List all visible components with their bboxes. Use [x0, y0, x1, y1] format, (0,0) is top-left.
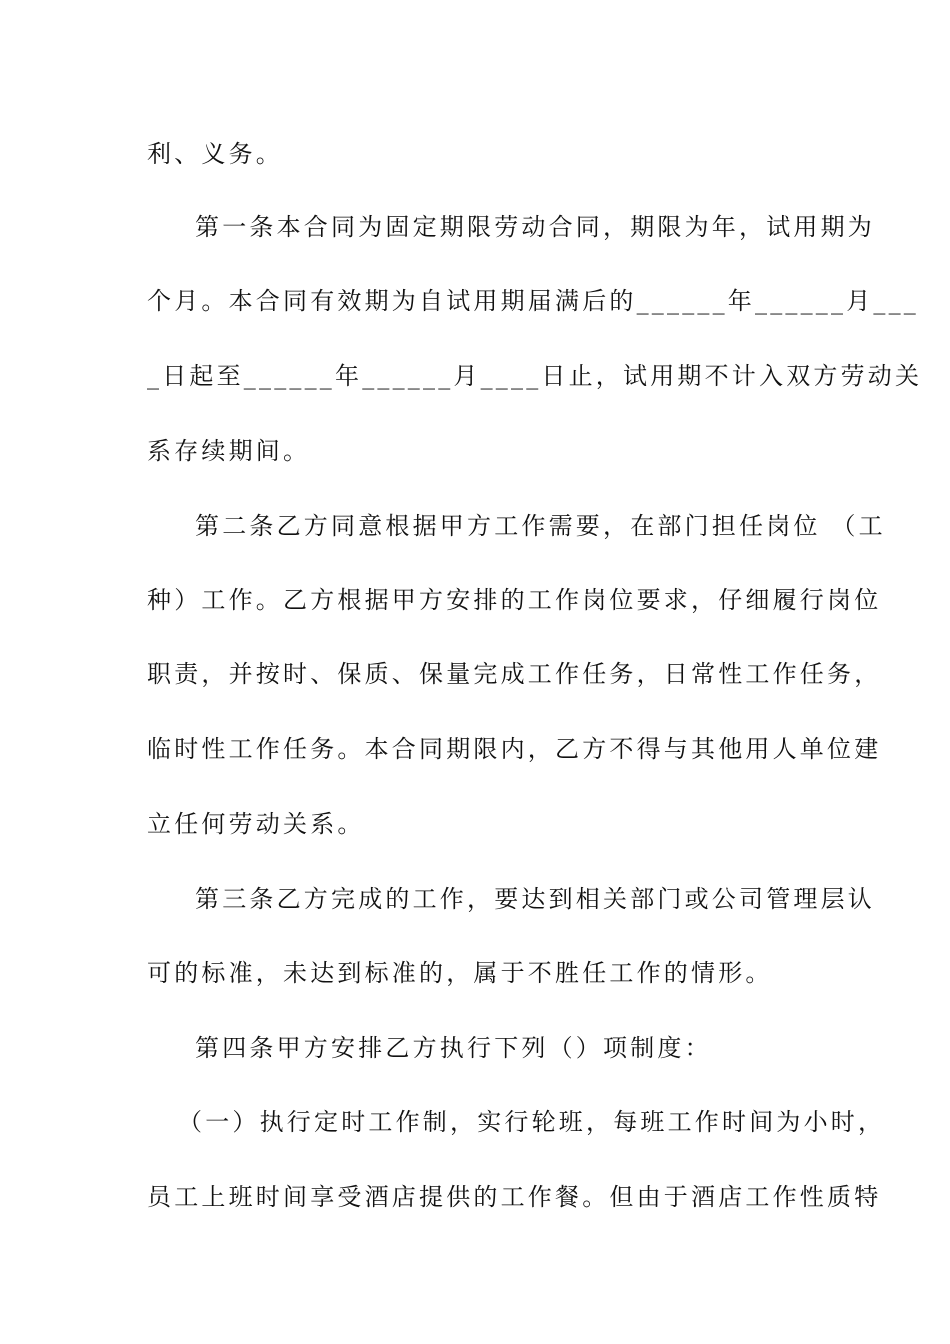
text-line: 利、义务。	[147, 140, 283, 168]
text-line: 员工上班时间享受酒店提供的工作餐。但由于酒店工作性质特	[147, 1183, 882, 1211]
text-line: 临时性工作任务。本合同期限内，乙方不得与其他用人单位建	[147, 735, 882, 763]
text-line: 系存续期间。	[147, 437, 311, 465]
clause-1-line: （一）执行定时工作制，实行轮班，每班工作时间为小时，	[178, 1108, 886, 1136]
text-line: 种）工作。乙方根据甲方安排的工作岗位要求，仔细履行岗位	[147, 586, 882, 614]
text-line: 可的标准，未达到标准的，属于不胜任工作的情形。	[147, 959, 773, 987]
text-line: 职责，并按时、保质、保量完成工作任务，日常性工作任务，	[147, 660, 882, 688]
text-line: _日起至______年______月____日止，试用期不计入双方劳动关	[147, 362, 923, 390]
article-1-line: 第一条本合同为固定期限劳动合同，期限为年，试用期为	[195, 213, 875, 241]
text-line: 立任何劳动关系。	[147, 810, 365, 838]
text-line: 个月。本合同有效期为自试用期届满后的______年______月___	[147, 287, 919, 315]
article-4-line: 第四条甲方安排乙方执行下列（）项制度：	[195, 1034, 712, 1062]
article-3-line: 第三条乙方完成的工作，要达到相关部门或公司管理层认	[195, 885, 875, 913]
article-2-line: 第二条乙方同意根据甲方工作需要，在部门担任岗位 （工	[195, 512, 886, 540]
